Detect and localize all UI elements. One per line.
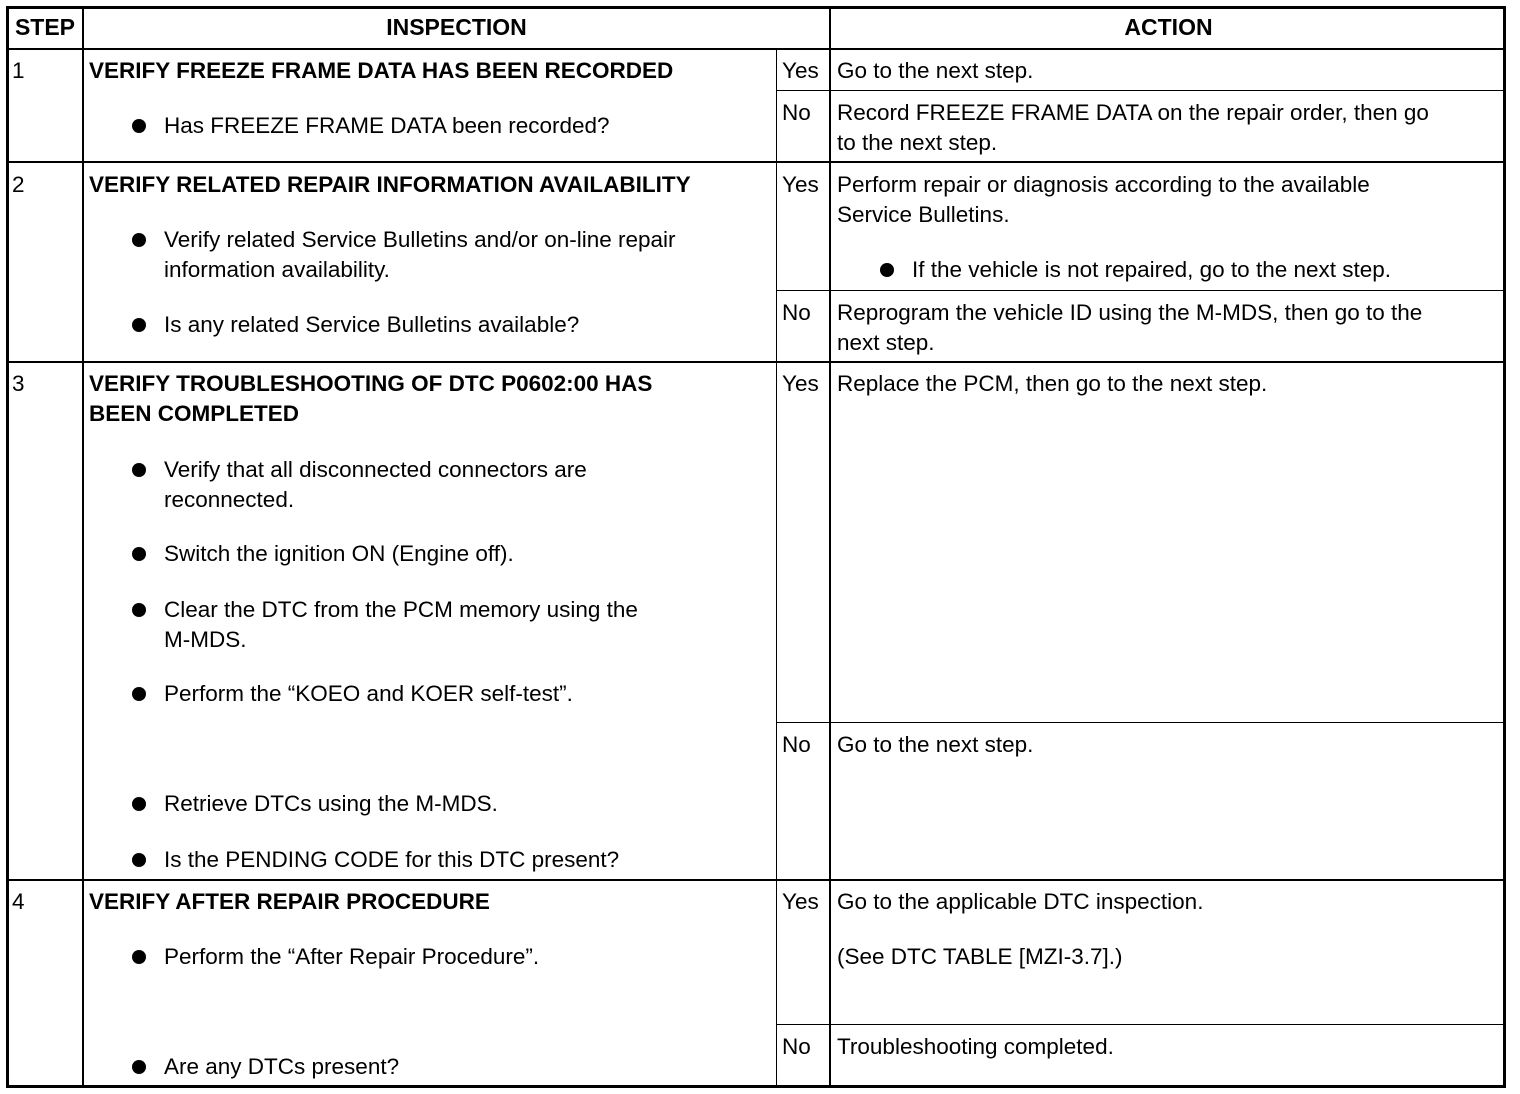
step-2-title: VERIFY RELATED REPAIR INFORMATION AVAILABILITY bbox=[89, 172, 691, 197]
step-2-yes-action-line-2: Service Bulletins. bbox=[837, 202, 1010, 227]
yes-no-divider-4 bbox=[776, 1024, 1506, 1025]
step-2-bullet-1-line-2: information availability. bbox=[164, 257, 390, 282]
bullet-icon bbox=[132, 1060, 146, 1074]
step-2-no-action-line-1: Reprogram the vehicle ID using the M-MDS, then go to the bbox=[837, 300, 1423, 325]
bullet-icon bbox=[132, 547, 146, 561]
yes-no-divider-3 bbox=[776, 722, 1506, 723]
step-3-title-line-2: BEEN COMPLETED bbox=[89, 401, 300, 426]
step-3-bullet-2: Switch the ignition ON (Engine off). bbox=[164, 541, 514, 566]
step-3-bullet-6: Is the PENDING CODE for this DTC present? bbox=[164, 847, 620, 872]
step-1-no-action-line-2: to the next step. bbox=[837, 130, 998, 155]
row-divider-1 bbox=[8, 161, 1506, 163]
step-3-bullet-5: Retrieve DTCs using the M-MDS. bbox=[164, 791, 498, 816]
step-3-bullet-4: Perform the “KOEO and KOER self-test”. bbox=[164, 681, 573, 706]
header-divider bbox=[8, 48, 1506, 50]
col-divider-step bbox=[82, 8, 84, 1086]
step-4-bullet-1: Perform the “After Repair Procedure”. bbox=[164, 944, 540, 969]
step-number-4: 4 bbox=[12, 889, 25, 914]
step-3-title-line-1: VERIFY TROUBLESHOOTING OF DTC P0602:00 HAS bbox=[89, 371, 653, 396]
row-divider-3 bbox=[8, 879, 1506, 881]
step-number-2: 2 bbox=[12, 172, 25, 197]
step-2-bullet-1-line-1: Verify related Service Bulletins and/or on-line repair bbox=[164, 227, 676, 252]
header-step: STEP bbox=[14, 14, 76, 40]
bullet-icon bbox=[132, 463, 146, 477]
step-4-yes-action-line-2: (See DTC TABLE [MZI-3.7].) bbox=[837, 944, 1123, 969]
step-2-no-action-line-2: next step. bbox=[837, 330, 935, 355]
step-3-bullet-1-line-2: reconnected. bbox=[164, 487, 295, 512]
col-divider-inspection bbox=[776, 48, 777, 1086]
header-action: ACTION bbox=[1124, 14, 1213, 40]
step-1-title: VERIFY FREEZE FRAME DATA HAS BEEN RECORDED bbox=[89, 58, 674, 83]
step-1-yes-action: Go to the next step. bbox=[837, 58, 1034, 83]
bullet-icon bbox=[132, 950, 146, 964]
bullet-icon bbox=[132, 853, 146, 867]
step-2-no-label: No bbox=[782, 300, 811, 325]
step-2-yes-bullet: If the vehicle is not repaired, go to the next step. bbox=[912, 257, 1392, 282]
step-3-bullet-1-line-1: Verify that all disconnected connectors are bbox=[164, 457, 587, 482]
step-1-bullet-1: Has FREEZE FRAME DATA been recorded? bbox=[164, 113, 610, 138]
step-number-3: 3 bbox=[12, 371, 25, 396]
step-3-bullet-3-line-2: M-MDS. bbox=[164, 627, 247, 652]
col-divider-action bbox=[829, 8, 831, 1086]
step-3-bullet-3-line-1: Clear the DTC from the PCM memory using the bbox=[164, 597, 638, 622]
header-inspection: INSPECTION bbox=[386, 14, 527, 40]
step-4-title: VERIFY AFTER REPAIR PROCEDURE bbox=[89, 889, 490, 914]
bullet-icon bbox=[132, 119, 146, 133]
step-1-yes-label: Yes bbox=[782, 58, 819, 83]
step-3-yes-label: Yes bbox=[782, 371, 819, 396]
bullet-icon bbox=[132, 318, 146, 332]
step-1-no-action-line-1: Record FREEZE FRAME DATA on the repair order, then go bbox=[837, 100, 1429, 125]
step-3-yes-action: Replace the PCM, then go to the next step. bbox=[837, 371, 1268, 396]
bullet-icon bbox=[132, 797, 146, 811]
step-3-no-label: No bbox=[782, 732, 811, 757]
step-4-bullet-2: Are any DTCs present? bbox=[164, 1054, 400, 1079]
bullet-icon bbox=[132, 687, 146, 701]
step-4-yes-action-line-1: Go to the applicable DTC inspection. bbox=[837, 889, 1204, 914]
yes-no-divider-1 bbox=[776, 90, 1506, 91]
step-2-bullet-2: Is any related Service Bulletins available? bbox=[164, 312, 580, 337]
bullet-icon bbox=[132, 603, 146, 617]
step-2-yes-label: Yes bbox=[782, 172, 819, 197]
step-3-no-action: Go to the next step. bbox=[837, 732, 1034, 757]
step-4-no-label: No bbox=[782, 1034, 811, 1059]
bullet-icon bbox=[132, 233, 146, 247]
bullet-icon bbox=[880, 263, 894, 277]
step-4-no-action: Troubleshooting completed. bbox=[837, 1034, 1114, 1059]
row-divider-2 bbox=[8, 361, 1506, 363]
step-number-1: 1 bbox=[12, 58, 25, 83]
step-4-yes-label: Yes bbox=[782, 889, 819, 914]
yes-no-divider-2 bbox=[776, 290, 1506, 291]
step-2-yes-action-line-1: Perform repair or diagnosis according to the available bbox=[837, 172, 1370, 197]
step-1-no-label: No bbox=[782, 100, 811, 125]
